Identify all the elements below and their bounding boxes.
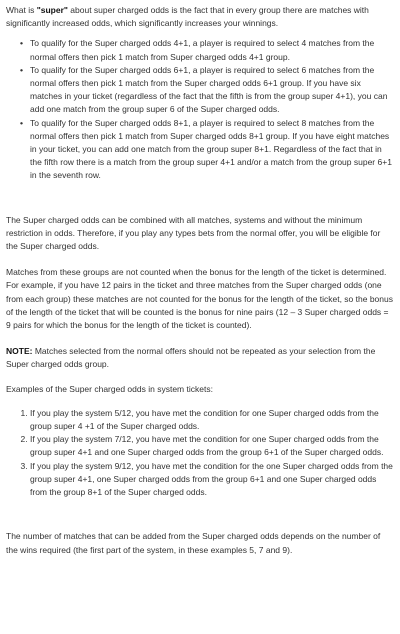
spacer — [6, 183, 394, 214]
combine-paragraph: The Super charged odds can be combined with all matches, systems and without the minimum restriction in odds. Therefore, if you play any types bets from the normal offer, you will be eligible for the Super charged odds. — [6, 214, 381, 252]
spacer — [6, 332, 394, 345]
spacer — [6, 499, 394, 530]
list-item: • To qualify for the Super charged odds 8+1, a player is required to select 8 matches from the normal offers then pick 1 match from Super charged odds 8+1 group. If you have eight matches in your ticket, you can add one match from the group super 8+1. Regardless of the fact that in the fifth row there is a match from the group super 4+1 and/or a match from the group super 6+1 in the seventh row. — [30, 117, 394, 183]
note-paragraph — [6, 345, 394, 371]
note-text: Matches selected from the normal offers should not be repeated as your selection from the Super charged odds group. — [6, 346, 376, 370]
list-item: • To qualify for the Super charged odds 4+1, a player is required to select 4 matches from the normal offers then pick 1 match from Super charged odds 4+1 group. — [30, 37, 394, 63]
examples-heading: Examples of the Super charged odds in system tickets: — [6, 383, 213, 394]
intro-suffix: about super charged odds is the fact that in every group there are matches with significantly increased odds, which significantly increases your winnings. — [6, 5, 369, 29]
bonus-paragraph: Matches from these groups are not counted when the bonus for the length of the ticket is determined. For example, if you have 12 pairs in the ticket and three matches from the Super charged odds (one from each group) these matches are not counted for the bonus for the length of the ticket, so the bonus of the length of the ticket that will be counted is the bonus for nine pairs (12 – 3 Super charged odds = 9 pairs for which the bonus for the length of the ticket is counted). — [6, 267, 393, 331]
note-label: NOTE: — [6, 346, 33, 357]
qualification-rules-list — [6, 37, 394, 182]
list-item: • To qualify for the Super charged odds 6+1, a player is required to select 6 matches from the normal offers then pick 1 match from the Super charged odds 6+1 group. If you have six matches in your ticket (regardless of the fact that the fifth is from the group super 4+1), you can add one match from the group super 6 of the Super charged odds. — [30, 64, 394, 117]
list-item: 2. If you play the system 7/12, you have met the condition for one Super charged odds from the group super 4+1 and one Super charged odds from the group 6+1 of the Super charged odds. — [30, 433, 394, 459]
spacer — [6, 253, 394, 266]
intro-prefix: What is — [6, 5, 37, 15]
intro-paragraph — [6, 0, 394, 30]
intro-strong-word: "super" — [36, 5, 68, 15]
closing-paragraph: The number of matches that can be added from the Super charged odds depends on the number of the wins required (the first part of the system, in these examples 5, 7 and 9). — [6, 531, 381, 555]
spacer — [6, 372, 394, 383]
system-examples-list — [6, 407, 394, 499]
list-item: 1. If you play the system 5/12, you have met the condition for one Super charged odds from the group super 4 +1 of the Super charged odds. — [30, 407, 394, 433]
list-item: 3. If you play the system 9/12, you have met the condition for the one Super charged odds from the group super 4+1, one Super charged odds from the group 6+1 and one Super charged odds from the group 8+1 of the Super charged odds. — [30, 460, 394, 500]
